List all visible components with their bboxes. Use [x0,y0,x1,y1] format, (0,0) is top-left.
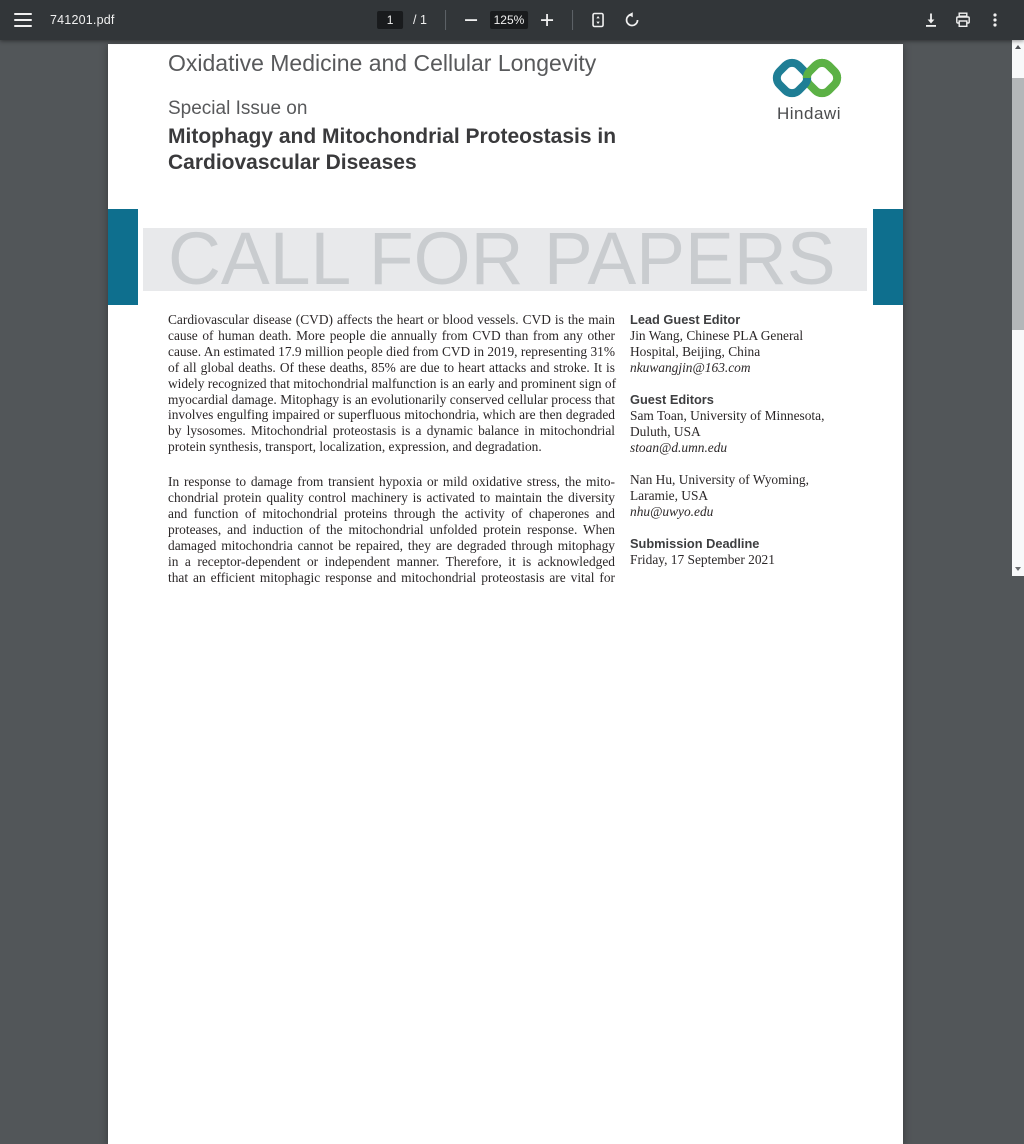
download-icon [923,12,939,28]
fit-to-page-button[interactable] [583,5,613,35]
scroll-down-button[interactable] [1012,562,1024,576]
special-issue-title [168,124,668,176]
download-button[interactable] [916,5,946,35]
text-line: myocardial damage. Mitophagy is an evolutionarily conserved cellular process that [168,391,615,407]
submission-deadline-date: Friday, 17 September 2021 [630,552,775,567]
special-issue-title-line1: Mitophagy and Mitochondrial Proteostasis in [168,125,617,148]
text-line: that an efficient mitophagic response and mitochondrial proteostasis are vital for [168,569,615,585]
more-options-button[interactable] [980,5,1010,35]
body-columns [168,312,866,605]
cfp-banner-band [143,217,867,300]
text-line: widely recognized that mitochondrial malfunction is an early and prominent sign of [168,375,617,391]
editor-heading: Lead Guest Editor [630,312,741,327]
paragraph-1 [168,312,615,455]
text-line: Cardiovascular disease (CVD) affects the heart or blood vessels. CVD is the main [168,312,615,327]
journal-title: Oxidative Medicine and Cellular Longevity [168,50,597,76]
zoom-level-input[interactable] [490,11,528,29]
rotate-button[interactable] [617,5,647,35]
toolbar-separator [445,10,446,30]
toolbar-right-controls [916,5,1010,35]
text-line: cause. An estimated 17.9 million people died from CVD in 2019, representing 31% [168,343,615,359]
paragraph-2 [168,474,615,585]
toolbar-center-controls [377,0,647,40]
text-line: involves engulfing impaired or superfluous mitochondria, which are then degraded [168,407,615,423]
print-button[interactable] [948,5,978,35]
editors-column [630,312,866,605]
submission-deadline-block [630,536,866,568]
zoom-out-button[interactable] [456,5,486,35]
editor-line: Sam Toan, University of Minnesota, [630,408,825,423]
text-line: proteases, and induction of the mitochondrial unfolded protein response. When [168,521,615,537]
pdf-page [108,44,903,1144]
teal-accent-right [873,209,903,305]
editor-email: stoan@d.umn.edu [630,440,728,455]
editor-block-guest-2 [630,472,866,520]
editor-line: Hospital, Beijing, China [630,344,761,359]
special-issue-label: Special Issue on [168,98,308,119]
editor-email: nhu@uwyo.edu [630,504,714,519]
text-line: in a receptor-dependent or independent manner. Therefore, it is acknowledged [168,553,615,569]
hindawi-wordmark: Hindawi [777,104,841,123]
pdf-toolbar [0,0,1024,40]
editor-heading: Guest Editors [630,392,714,407]
triangle-up-icon [1015,45,1021,49]
scroll-up-button[interactable] [1012,40,1024,54]
minus-icon [464,13,478,27]
text-line: In response to damage from transient hypoxia or mild oxidative stress, the mito- [168,474,615,490]
submission-deadline-heading: Submission Deadline [630,536,760,551]
menu-button[interactable] [8,5,38,35]
menu-icon [14,13,32,27]
text-line: damaged mitochondria cannot be repaired, they are degraded through mitophagy [168,537,615,553]
page-count-label: / 1 [413,13,427,27]
editor-block-lead [630,312,866,376]
editor-line: Jin Wang, Chinese PLA General [630,328,804,343]
text-line: protein synthesis, transport, localization, expression, and degradation. [168,439,542,455]
special-issue-title-line2: Cardiovascular Diseases [168,151,417,174]
plus-icon [540,13,554,27]
body-text-column [168,312,615,605]
text-line: and function of mitochondrial proteins through the activity of chaperones and [168,505,615,521]
text-line: by lysosomes. Mitochondrial proteostasis is a dynamic balance in mitochondrial [168,423,615,439]
page-number-input[interactable] [377,11,403,29]
kebab-icon [987,12,1003,28]
toolbar-separator [572,10,573,30]
cfp-banner-text: CALL FOR PAPERS [168,217,836,300]
scrollbar-thumb[interactable] [1012,78,1024,330]
teal-accent-left [108,209,138,305]
text-line: of all global deaths. Of these deaths, 85% are due to heart attacks and stroke. It is [168,359,615,375]
document-filename: 741201.pdf [50,13,115,27]
editor-line: Nan Hu, University of Wyoming, [630,472,809,487]
text-line: chondrial protein quality control machinery is activated to maintain the diversity [168,490,615,506]
vertical-scrollbar[interactable] [1012,40,1024,576]
editor-email: nkuwangjin@163.com [630,360,751,375]
print-icon [955,12,971,28]
hindawi-logo [770,52,848,109]
editor-line: Laramie, USA [630,488,709,503]
editor-line: Duluth, USA [630,424,701,439]
fit-to-page-icon [590,12,606,28]
pdf-viewport [0,40,1024,585]
rotate-ccw-icon [624,12,640,28]
editor-block-guest-1 [630,392,866,456]
triangle-down-icon [1015,567,1021,571]
text-line: cause of human death. More people die annually from CVD than from any other [168,327,615,343]
zoom-in-button[interactable] [532,5,562,35]
